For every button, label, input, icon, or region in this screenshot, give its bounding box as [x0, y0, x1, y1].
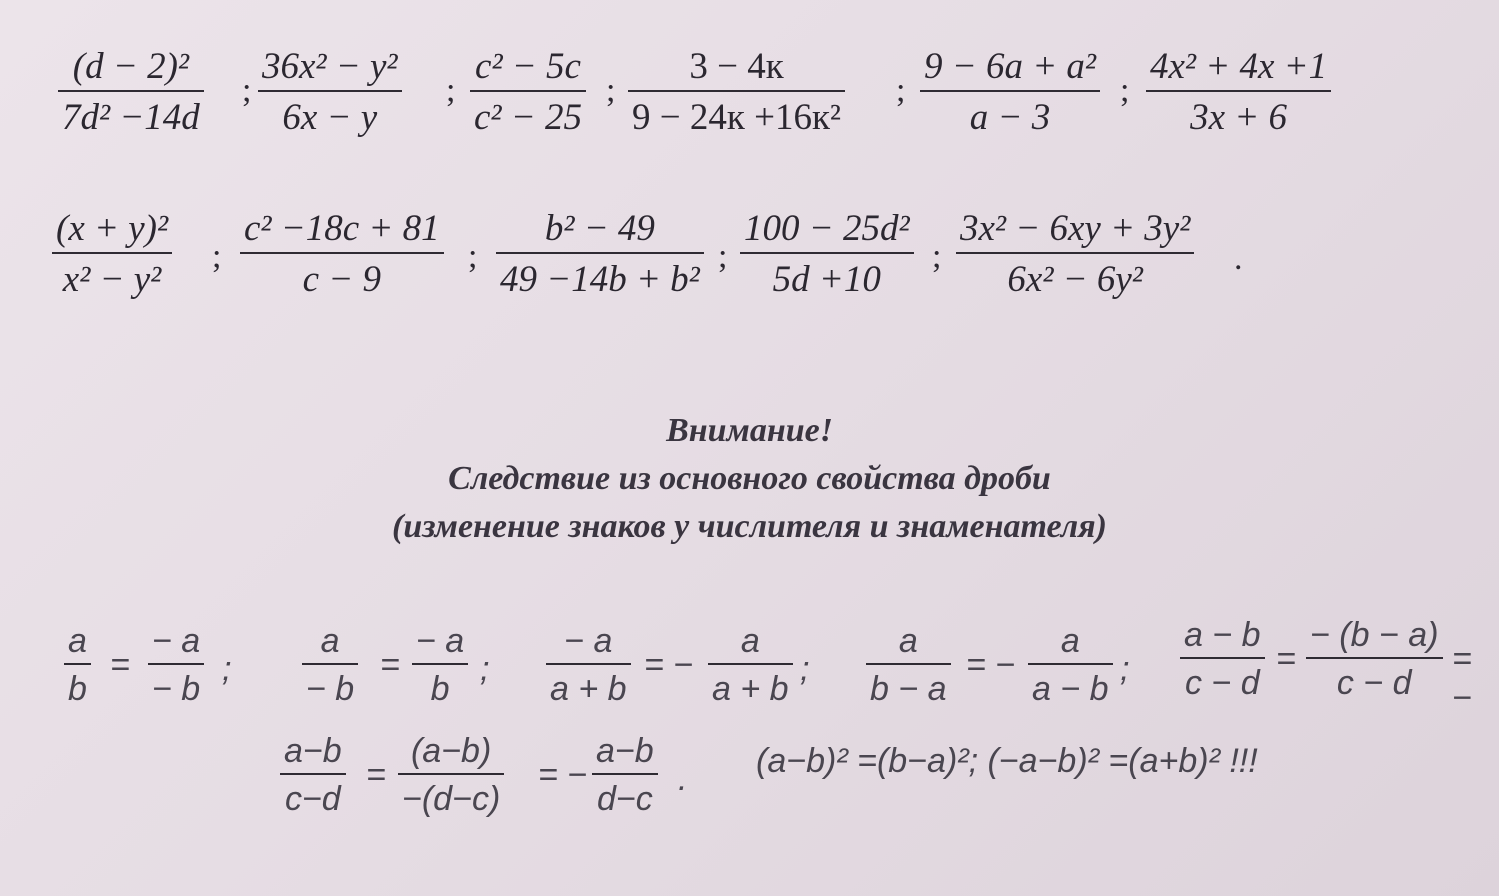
numerator: (a−b)	[398, 734, 504, 775]
separator: ;	[606, 72, 616, 109]
numerator: (x + y)²	[52, 210, 172, 254]
square-identity: (a−b)² =(b−a)²; (−a−b)² =(a+b)² !!!	[756, 742, 1258, 780]
fraction-1-2	[258, 48, 402, 136]
fraction-1-1	[58, 48, 204, 136]
end-period: .	[1234, 240, 1243, 277]
rule1-left-fraction	[64, 624, 91, 706]
denominator: −(d−c)	[402, 780, 501, 818]
numerator: 9 − 6a + a²	[920, 48, 1100, 92]
separator: ;	[896, 72, 906, 109]
separator: ;	[468, 238, 478, 275]
rule1-right-fraction	[148, 624, 204, 706]
rule5-left-fraction	[1180, 618, 1265, 700]
fraction-2-3	[496, 210, 704, 298]
denominator: 6x − y	[282, 97, 378, 138]
denominator: c−d	[284, 780, 341, 818]
equals-minus-sign: = −	[538, 756, 588, 794]
rule2-right-fraction	[412, 624, 468, 706]
denominator: b	[68, 670, 87, 708]
numerator: 3 − 4к	[628, 48, 845, 92]
numerator: a−b	[592, 734, 658, 775]
numerator: c² −18c + 81	[240, 210, 444, 254]
fraction-1-4	[628, 48, 845, 136]
denominator: d−c	[596, 780, 653, 818]
denominator: 5d +10	[772, 259, 881, 300]
separator: ;	[800, 650, 810, 688]
equals-sign: =	[366, 756, 386, 794]
fraction-2-4	[740, 210, 914, 298]
rule6-fraction-a	[280, 734, 346, 816]
numerator: − a	[412, 624, 468, 665]
separator: ;	[480, 650, 490, 688]
numerator: − a	[546, 624, 631, 665]
numerator: (d − 2)²	[58, 48, 204, 92]
equals-minus-continuation: = −	[1452, 640, 1472, 717]
numerator: − a	[148, 624, 204, 665]
numerator: − (b − a)	[1306, 618, 1443, 659]
numerator: 4x² + 4x +1	[1146, 48, 1331, 92]
fraction-2-1	[52, 210, 172, 298]
separator: ;	[446, 72, 456, 109]
numerator: a − b	[1180, 618, 1265, 659]
denominator: 7d² −14d	[62, 97, 200, 138]
denominator: c² − 25	[474, 97, 582, 138]
numerator: c² − 5c	[470, 48, 586, 92]
fraction-1-3	[470, 48, 586, 136]
end-period: .	[678, 760, 688, 798]
separator: ;	[1120, 72, 1130, 109]
rule6-fraction-c	[592, 734, 658, 816]
notice-subtitle: Следствие из основного свойства дроби	[448, 460, 1051, 497]
notice-note: (изменение знаков у числителя и знаменателя)	[392, 508, 1107, 545]
separator: ;	[932, 238, 942, 275]
denominator: a + b	[550, 670, 627, 708]
rule6-fraction-b	[398, 734, 504, 816]
denominator: a − 3	[969, 97, 1051, 138]
equals-minus-sign: = −	[644, 646, 694, 684]
rule5-right-fraction	[1306, 618, 1443, 700]
numerator: a	[866, 624, 951, 665]
rule3-left-fraction	[546, 624, 631, 706]
numerator: b² − 49	[496, 210, 704, 254]
equals-sign: =	[380, 646, 400, 684]
numerator: 100 − 25d²	[740, 210, 914, 254]
denominator: x² − y²	[62, 259, 162, 300]
rule4-right-fraction	[1028, 624, 1113, 706]
numerator: a	[708, 624, 793, 665]
separator: ;	[1120, 650, 1130, 688]
fraction-2-2	[240, 210, 444, 298]
fraction-1-6	[1146, 48, 1331, 136]
denominator: a + b	[712, 670, 789, 708]
numerator: a	[64, 624, 91, 665]
fraction-2-5	[956, 210, 1194, 298]
denominator: 3x + 6	[1190, 97, 1287, 138]
notice-title: Внимание!	[666, 412, 833, 449]
numerator: a	[1028, 624, 1113, 665]
rule4-left-fraction	[866, 624, 951, 706]
numerator: 3x² − 6xy + 3y²	[956, 210, 1194, 254]
equals-sign: =	[110, 646, 130, 684]
equals-sign: =	[1276, 640, 1296, 678]
rule2-left-fraction	[302, 624, 358, 706]
separator: ;	[242, 72, 252, 109]
denominator: c − d	[1336, 664, 1412, 702]
separator: ;	[212, 238, 222, 275]
denominator: c − 9	[302, 259, 381, 300]
rule3-right-fraction	[708, 624, 793, 706]
denominator: b − a	[870, 670, 947, 708]
separator: ;	[222, 650, 232, 688]
denominator: 9 − 24к +16к²	[632, 97, 842, 138]
denominator: a − b	[1032, 670, 1109, 708]
denominator: b	[430, 670, 450, 708]
numerator: a−b	[280, 734, 346, 775]
numerator: a	[302, 624, 358, 665]
equals-minus-sign: = −	[966, 646, 1016, 684]
numerator: 36x² − y²	[258, 48, 402, 92]
fraction-1-5	[920, 48, 1100, 136]
separator: ;	[718, 238, 728, 275]
denominator: 6x² − 6y²	[1007, 259, 1143, 300]
denominator: − b	[152, 670, 201, 708]
denominator: c − d	[1184, 664, 1260, 702]
denominator: 49 −14b + b²	[500, 259, 700, 300]
denominator: − b	[306, 670, 355, 708]
